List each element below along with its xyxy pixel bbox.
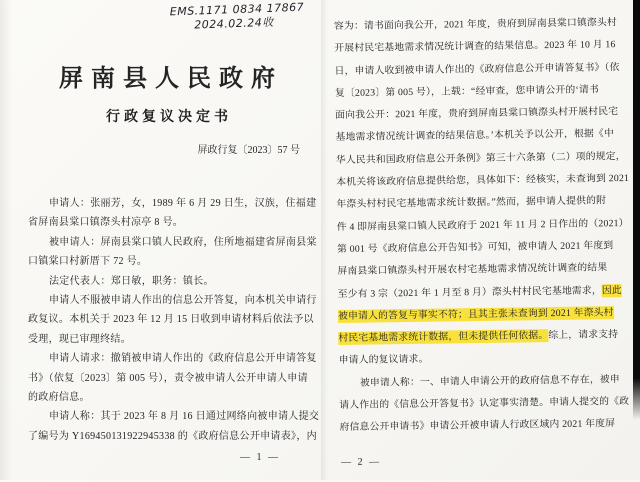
body-line [28,213,326,232]
body-line [28,194,326,213]
handwritten-receive-date: 2024.02.24收 [194,15,274,32]
text-segment: 的政府信息。 [28,392,90,404]
body-line [28,349,326,368]
highlighted-text: 被申请人的答复与事实不符；且其主张未查询到 2021 年漈头村 [337,307,614,322]
text-segment: 被申请人：屏南县棠口镇人民政府，住所地福建省屏南县棠 [49,236,317,248]
text-segment: 政复议。本机关于 2023 年 12 月 15 日收到申请材料后依法予以 [28,314,314,326]
page-number-1: — 1 — [240,452,280,463]
highlighted-text: 因此 [601,284,622,296]
text-segment: 年漈头村村民宅基地需求统计数据。”然而，据申请人提供的附 [336,195,607,211]
text-segment: 申请人：张丽芳，女，1989 年 6 月 29 日生，汉族，住福建 [49,198,317,209]
page-number-2: — 2 — [341,456,382,469]
text-segment: 屏南县棠口镇漈头村开展农村宅基地需求情况统计调查的结果 [337,262,608,278]
body-line [28,272,326,291]
text-segment: 申请人称：其于 2023 年 8 月 16 日通过网络向被申请人提交 [49,411,320,423]
text-segment: 书》（依复〔2023〕第 005 号），责令被申请人公开申请人申请 [28,372,308,384]
body-line [28,252,326,271]
text-segment: 府信息公开申请书》申请公开被申请人行政区域内 2021 年度屏 [339,418,616,434]
handwritten-ems-number: EMS.1171 0834 17867 [169,0,305,19]
body-line [28,233,326,252]
text-segment: 综上，请求支持 [548,329,619,342]
body-line [28,369,326,388]
page2-body [329,0,637,440]
text-segment: 面向我公开：2021 年度，贵府到屏南县棠口镇漈头村开展村民宅 [335,106,619,122]
body-line [339,413,632,439]
text-segment: 华人民共和国政府信息公开条例》第三十六条第（二）项的规定， [335,150,626,166]
text-segment: 件 4 即屏南县棠口镇人民政府于 2021 年 11 月 2 日作出的（2021） [336,217,629,233]
highlighted-text: 村民宅基地需求统计数据，但未提供任何依据。 [338,330,549,345]
text-segment: 本机关将该政府信息提供给您，具体如下：经核实，未查询到 2021 [336,173,630,189]
document-number: 屏政行复〔2023〕57 号 [197,145,300,156]
document-title: 屏南县人民政府 [59,66,283,92]
body-line [28,291,326,310]
document-subtitle: 行政复议决定书 [106,110,232,125]
page-2 [329,0,638,482]
text-segment: 了编号为 Y169450131922945338 的《政府信息公开申请表》，内 [28,430,317,442]
body-line [28,427,326,446]
text-segment: 法定代表人：郑日敏，职务：镇长。 [49,275,214,287]
body-line [28,310,326,329]
text-segment: 受理，现已审理终结。 [28,333,131,345]
scan-edge-black-strip [633,0,640,420]
text-segment: 基地需求情况统计调查的结果信息。’本机关予以公开，根据《中 [335,128,615,144]
text-segment: 容为：请书面向我公开，2021 年度，贵府到屏南县棠口镇漈头村 [333,17,618,33]
text-segment: 开展村民宅基地需求情况统计调查的结果信息。2023 年 10 月 16 [334,39,616,55]
page1-body [8,194,326,446]
text-segment: 口镇棠口村新厝下 72 号。 [28,256,148,268]
body-line [28,388,326,407]
text-segment: 请人作出的《信息公开答复书》认定事实清楚。申请人提交的《政 [339,396,630,412]
text-segment: 申请人的复议请求。 [338,354,429,367]
text-segment: 申请人请求：撤销被申请人作出的《政府信息公开申请答复 [49,353,317,365]
text-segment: 复〔2023〕第 005 号），上载：“经审查，您申请公开的‘请书 [334,84,600,99]
text-segment: 日，申请人收到被申请人作出的《政府信息公开申请答复书》（依 [334,61,620,77]
body-line [28,330,326,349]
body-line [338,324,631,350]
text-segment: 被申请人称：一、申请人申请公开的政府信息不存在，被申 [359,373,620,389]
body-line [28,407,326,426]
text-segment: 至少有 3 宗（2021 年 1 月至 8 月）漈头村村民宅基地需求， [337,284,602,300]
page-1 [8,0,326,480]
text-segment: 申请人不服被申请人作出的信息公开答复，向本机关申请行 [49,295,317,307]
text-segment: 第 001 号《政府信息公开告知书》可知，被申请人 2021 年度到 [337,240,614,256]
text-segment: 省屏南县棠口镇漈头村凉亭 8 号。 [28,217,184,229]
